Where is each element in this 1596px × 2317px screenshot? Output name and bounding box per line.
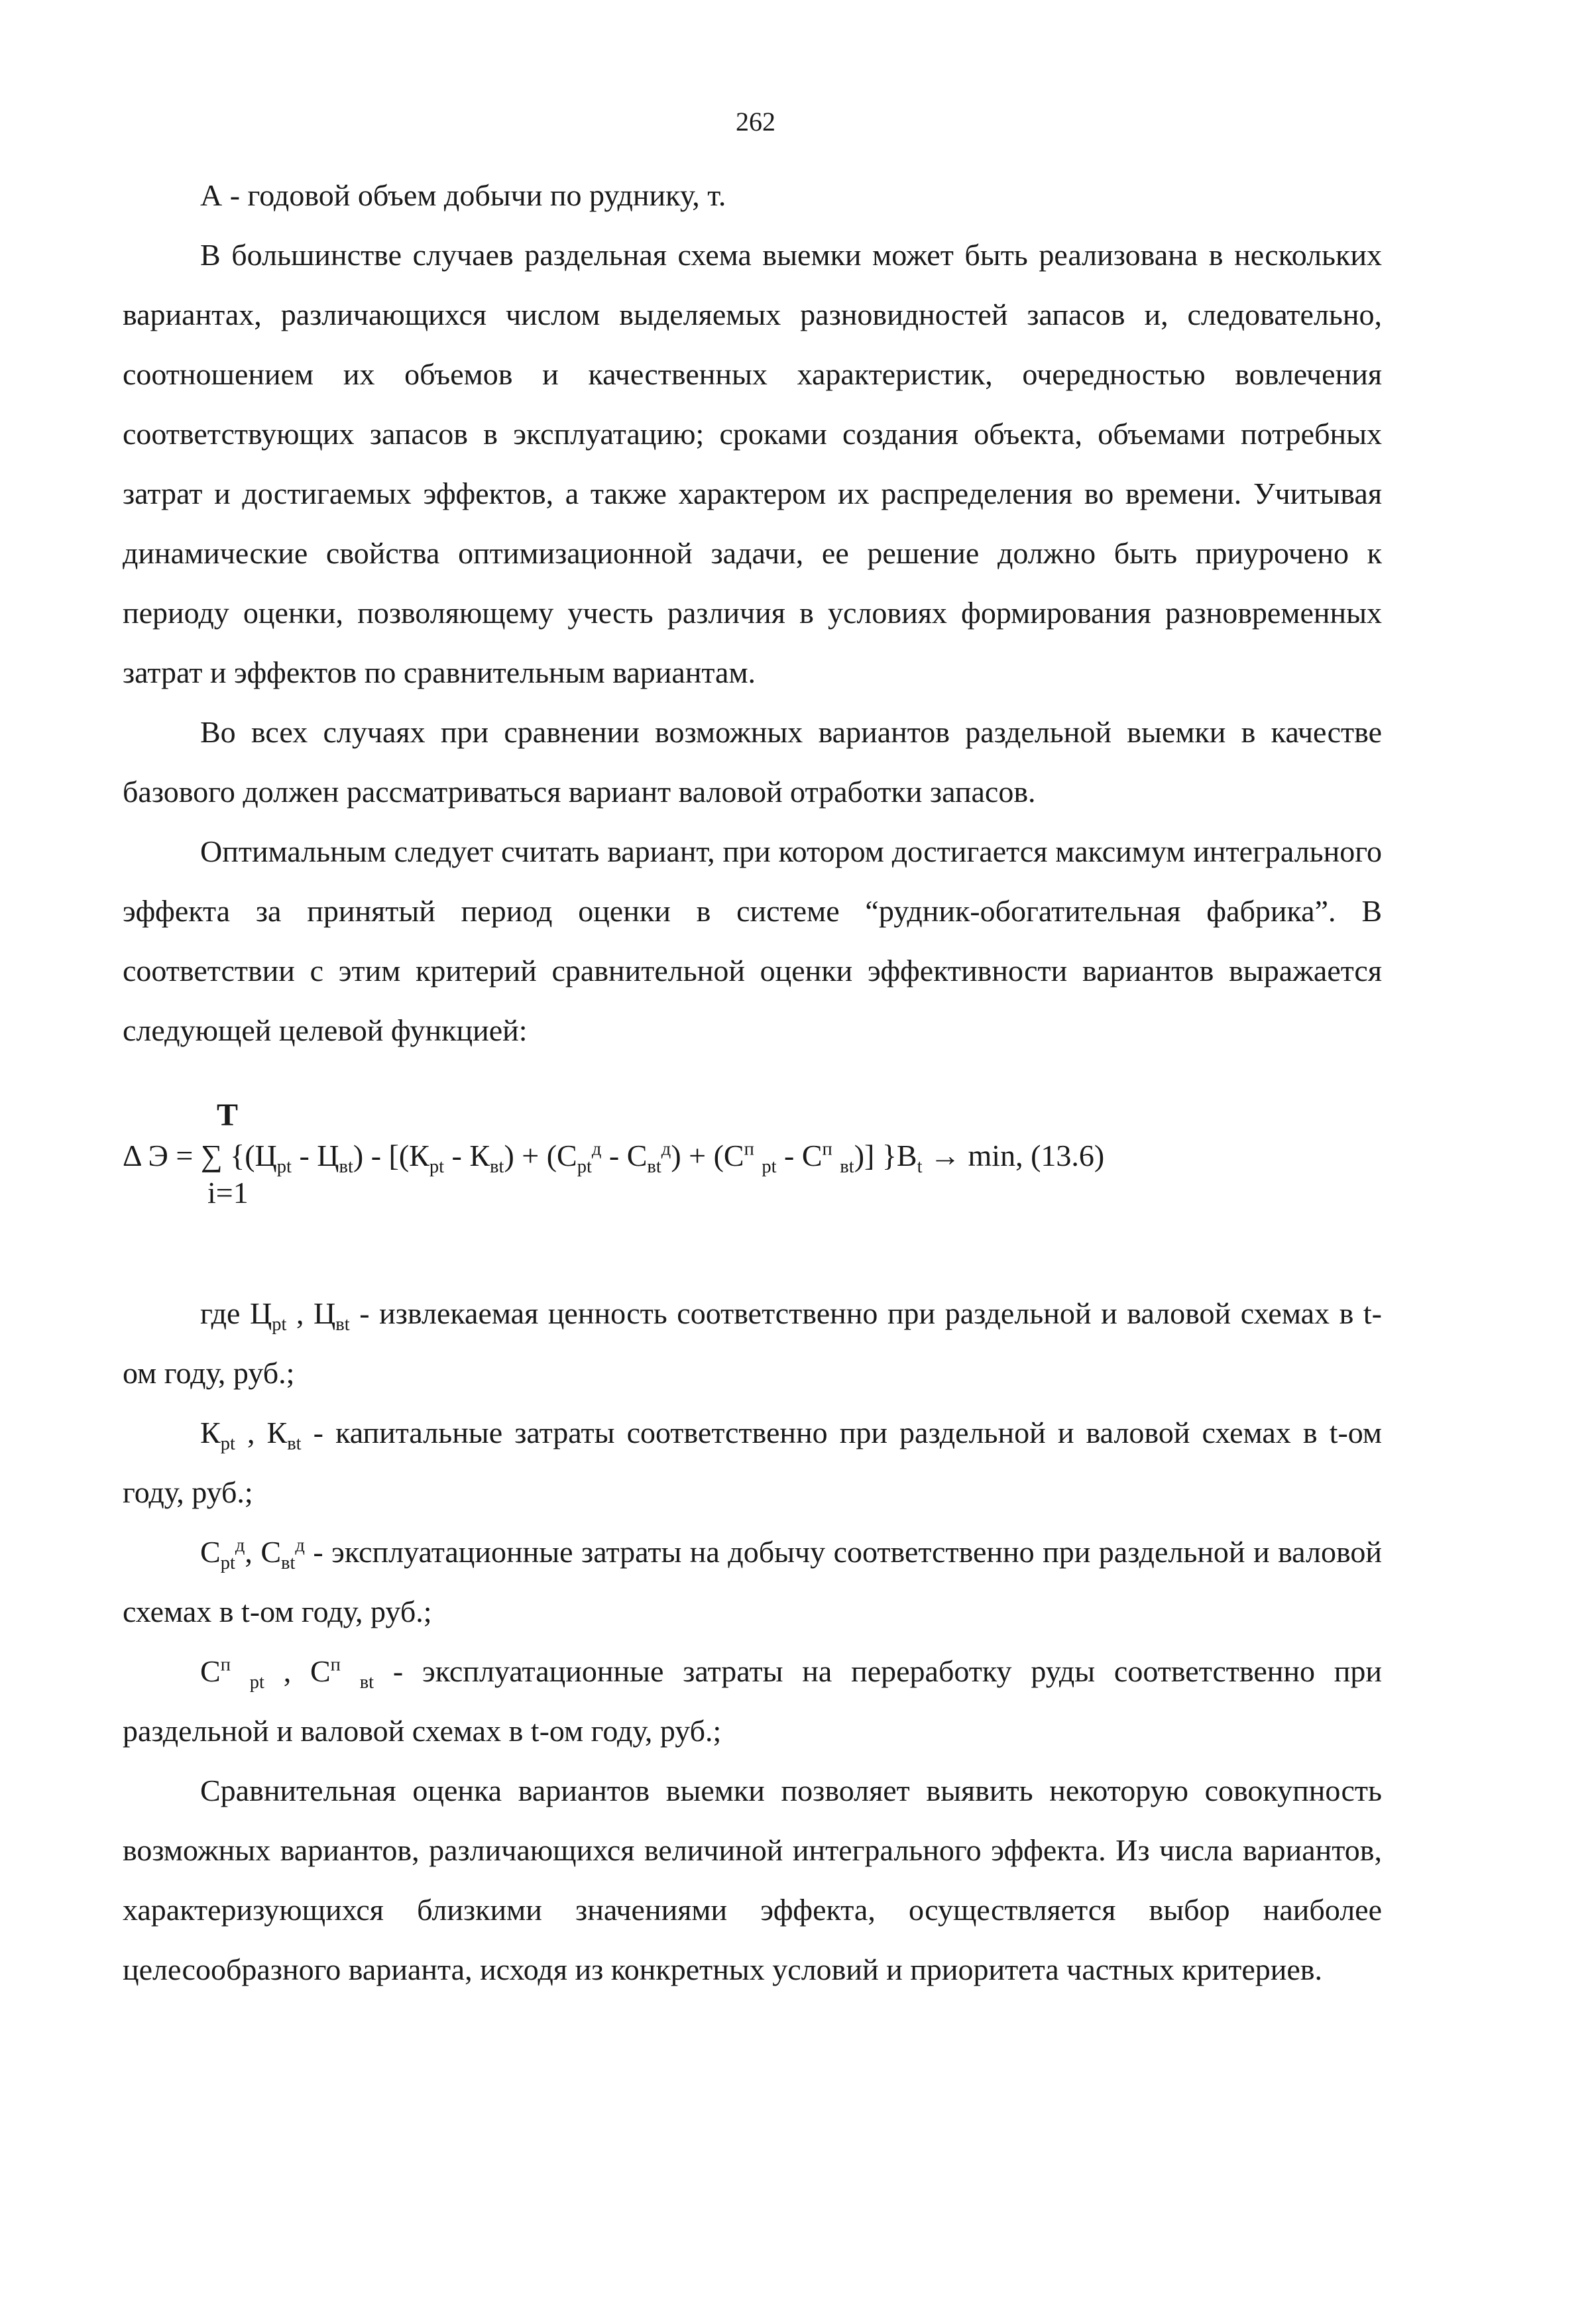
- formula-13-6: [123, 1097, 1382, 1249]
- definition-4: $С^п$ $_{pt}$ , $С^п$ $_{вt}$ - эксплуатационные затраты на переработку руды соответственно при раздельной и валовой схемах в t-ом году, руб.;: [123, 1654, 1382, 1748]
- formula-expression: Δ Э = ∑ {$(Ц_{pt} - Ц_{вt}) - [(К_{pt} - К_{вt}) + (С_{pt}^д - С_{вt}^д) + (С^п$ $_{pt} - С^п$ $_{вt}$)] }$B_t \to \min$, (13.6): [123, 1139, 1105, 1178]
- paragraph-2: Во всех случаях при сравнении возможных вариантов раздельной выемки в качестве базового должен рассматриваться вариант валовой отработки запасов.: [123, 715, 1382, 809]
- definition-1: где $Ц_{pt}$ , $Ц_{вt}$ - извлекаемая ценность соответственно при раздельной и валовой схемах в t-ом году, руб.;: [123, 1296, 1382, 1390]
- sum-lower-limit: i=1: [207, 1176, 249, 1210]
- text-block-lower: [123, 1284, 1382, 2000]
- definition-2: $К_{pt}$ , $К_{вt}$ - капитальные затраты соответственно при раздельной и валовой схемах в t-ом году, руб.;: [123, 1416, 1383, 1509]
- formula-lhs: Δ Э = ∑ {(Ц: [123, 1139, 277, 1172]
- line-a-definition: А - годовой объем добычи по руднику, т.: [200, 178, 726, 212]
- page-number: 262: [736, 107, 775, 137]
- paragraph-1: В большинстве случаев раздельная схема выемки может быть реализована в нескольких вариантах, различающихся числом выделяемых разновидностей запасов и, следовательно, соотношением их объемов и качественных характеристик, очередностью вовлечения соответствующих запасов в эксплуатацию; сроками создания объекта, объемами потребных затрат и достигаемых эффектов, а также характером их распределения во времени. Учитывая динамические свойства оптимизационной задачи, ее решение должно быть приурочено к периоду оценки, позволяющему учесть различия в условиях формирования разновременных затрат и эффектов по сравнительным вариантам.: [123, 238, 1382, 689]
- paragraph-3: Оптимальным следует считать вариант, при котором достигается максимум интегрального эффекта за принятый период оценки в системе “рудник-обогатительная фабрика”. В соответствии с этим критерий сравнительной оценки эффективности вариантов выражается следующей целевой функцией:: [123, 834, 1382, 1047]
- text-block-upper: [123, 166, 1382, 1060]
- sum-upper-limit: T: [217, 1098, 239, 1133]
- paragraph-4: Сравнительная оценка вариантов выемки позволяет выявить некоторую совокупность возможных вариантов, различающихся величиной интегрального эффекта. Из числа вариантов, характеризующихся близкими значениями эффекта, осуществляется выбор наиболее целесообразного варианта, исходя из конкретных условий и приоритета частных критериев.: [123, 1774, 1382, 1986]
- formula-number: (13.6): [1031, 1139, 1105, 1172]
- definition-3: $С_{pt}^д$, $С_{вt}^д$ - эксплуатационные затраты на добычу соответственно при раздельной и валовой схемах в t-ом году, руб.;: [123, 1535, 1382, 1628]
